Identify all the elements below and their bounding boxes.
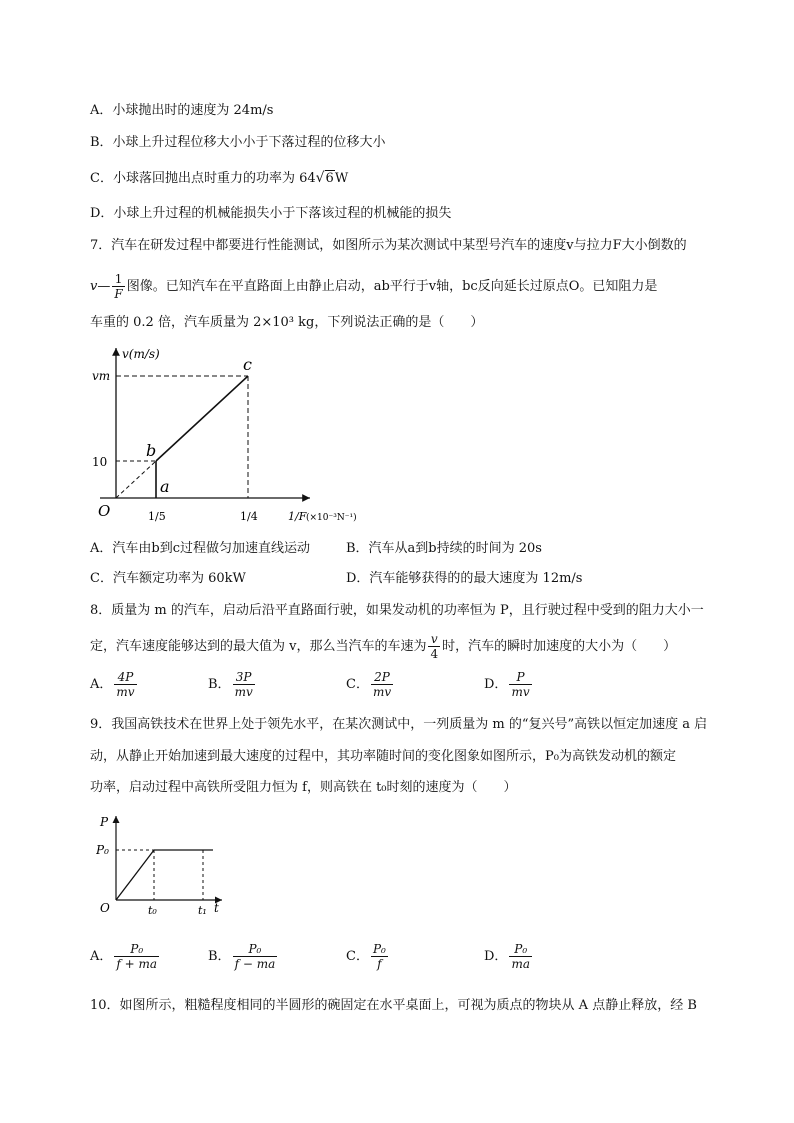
q9-p0-label: P₀ [96,843,109,857]
q6-option-c-text: C．小球落回抛出点时重力的功率为 64 [90,171,316,186]
q9-ramp [116,850,154,900]
q6-option-b: B．小球上升过程位移大小小于下落过程的位移大小 [90,135,386,150]
q7-frac-num: 1 [112,272,124,287]
q8-stem-line2 [90,632,676,662]
q6-option-c-radicand: 6 [325,171,334,186]
q9-option-d-frac [509,942,532,971]
q9-b-num: P₀ [233,942,278,957]
q8-option-b [208,670,257,700]
q9-option-a-label: A． [90,949,113,964]
q9-t1-label: t₁ [198,904,207,917]
q9-option-a [90,940,161,974]
q7-x-tick-1-5: 1/5 [148,510,166,523]
q7-point-a: a [160,477,170,496]
q9-option-b-frac [233,942,278,971]
q9-a-den: f + ma [116,957,158,971]
q9-t0-label: t₀ [148,904,157,917]
q7-fraction [112,272,124,301]
q7-y-label: v(m/s) [122,347,160,361]
q7-vm-label: vm [92,369,111,383]
q6-option-c-unit: W [334,171,349,186]
q9-d-den: ma [511,957,530,971]
q9-t-axis-label: t [214,901,219,915]
q9-option-a-frac [114,942,159,971]
q8-option-a-label: A． [90,677,113,692]
q7-frac-den: F [114,287,123,301]
q8-a-den: mv [116,685,135,699]
q8-c-num: 2P [371,670,393,685]
q8-option-b-frac [233,670,255,699]
q9-option-d-label: D． [484,949,508,964]
q9-option-c [346,940,390,974]
q6-option-a: A．小球抛出时的速度为 24m/s [90,103,274,118]
q9-origin: O [100,901,110,915]
q9-c-num: P₀ [372,942,386,956]
q7-origin: O [98,502,111,520]
q7-option-b: B．汽车从a到b持续的时间为 20s [346,541,542,556]
q8-option-a [90,670,139,700]
q7-v-inverse-f-graph [88,340,378,536]
q9-a-num: P₀ [114,942,159,957]
q7-point-c: c [243,355,252,374]
q10-stem-line1: 10．如图所示，粗糙程度相同的半圆形的碗固定在水平桌面上，可视为质点的物块从 A 点静止释放，经 B [90,998,697,1013]
q8-stem-line1: 8．质量为 m 的汽车，启动后沿平直路面行驶，如果发动机的功率恒为 P，且行驶过程中受到的阻力大小一 [90,603,704,618]
q7-stem-text: 图像。已知汽车在平直路面上由静止启动，ab平行于v轴，bc反向延长过原点O。已知阻力是 [126,279,658,294]
q9-c-den: f [377,957,382,971]
q8-option-c-label: C． [346,677,369,692]
q9-option-c-label: C． [346,949,369,964]
q8-b-num: 3P [233,670,255,685]
q9-y-label: P [100,815,109,829]
q8-a-num: 4P [114,670,136,685]
q8-option-d [484,670,534,700]
q8-fraction [428,632,440,661]
q9-stem-line1: 9．我国高铁技术在世界上处于领先水平，在某次测试中，一列质量为 m 的“复兴号”高铁以恒定加速度 a 启 [90,717,708,732]
q8-option-b-label: B． [208,677,231,692]
q7-option-d: D．汽车能够获得的的最大速度为 12m/s [346,571,583,586]
q7-v-dash: v— [90,279,111,294]
q9-d-num: P₀ [509,942,532,957]
q8-d-den: mv [511,685,530,699]
q9-option-b [208,940,279,974]
q7-stem-line2 [90,272,657,302]
q7-dashed-extension [116,461,156,498]
q9-stem-line2: 动，从静止开始加速到最大速度的过程中，其功率随时间的变化图象如图所示，P₀为高铁发动机的额定 [90,749,676,764]
q8-d-num: P [509,670,531,685]
q9-option-c-frac [371,942,388,971]
q8-frac-num: v [428,632,440,647]
q7-stem-line1: 7．汽车在研发过程中都要进行性能测试，如图所示为某次测试中某型号汽车的速度v与拉力F大小倒数的 [90,238,687,253]
q8-option-c-frac [371,670,393,699]
q9-stem-line3: 功率，启动过程中高铁所受阻力恒为 f，则高铁在 t₀时刻的速度为（ ） [90,780,517,795]
q7-point-b: b [146,441,157,460]
q9-power-time-graph [96,812,266,920]
q8-option-d-frac [509,670,531,699]
q9-b-den: f − ma [234,957,276,971]
q8-frac-den: 4 [430,647,439,661]
q8-option-a-frac [114,670,136,699]
q7-option-c: C．汽车额定功率为 60kW [90,571,246,586]
q8-stem-text-a: 定，汽车速度能够达到的最大值为 v，那么当汽车的车速为 [90,639,427,654]
q7-y-tick-10: 10 [92,455,108,469]
q9-option-b-label: B． [208,949,231,964]
q7-x-tick-1-4: 1/4 [240,510,258,523]
q8-option-d-label: D． [484,677,508,692]
q7-stem-line3: 车重的 0.2 倍，汽车质量为 2×10³ kg，下列说法正确的是（ ） [90,315,484,330]
q8-option-c [346,670,395,700]
q6-option-d: D．小球上升过程的机械能损失小于下落该过程的机械能的损失 [90,206,452,221]
q8-b-den: mv [234,685,253,699]
q8-c-den: mv [372,685,392,699]
q7-segment-bc [156,376,248,461]
q6-option-c: C．小球落回抛出点时重力的功率为 64√6W [90,170,349,186]
q8-stem-text-b: 时，汽车的瞬时加速度的大小为（ ） [442,639,677,654]
q7-option-a: A．汽车由b到c过程做匀加速直线运动 [90,541,310,556]
q7-x-unit: (×10⁻³N⁻¹) [306,513,357,523]
q9-option-d [484,940,534,974]
q7-x-label: 1/F [288,510,307,523]
